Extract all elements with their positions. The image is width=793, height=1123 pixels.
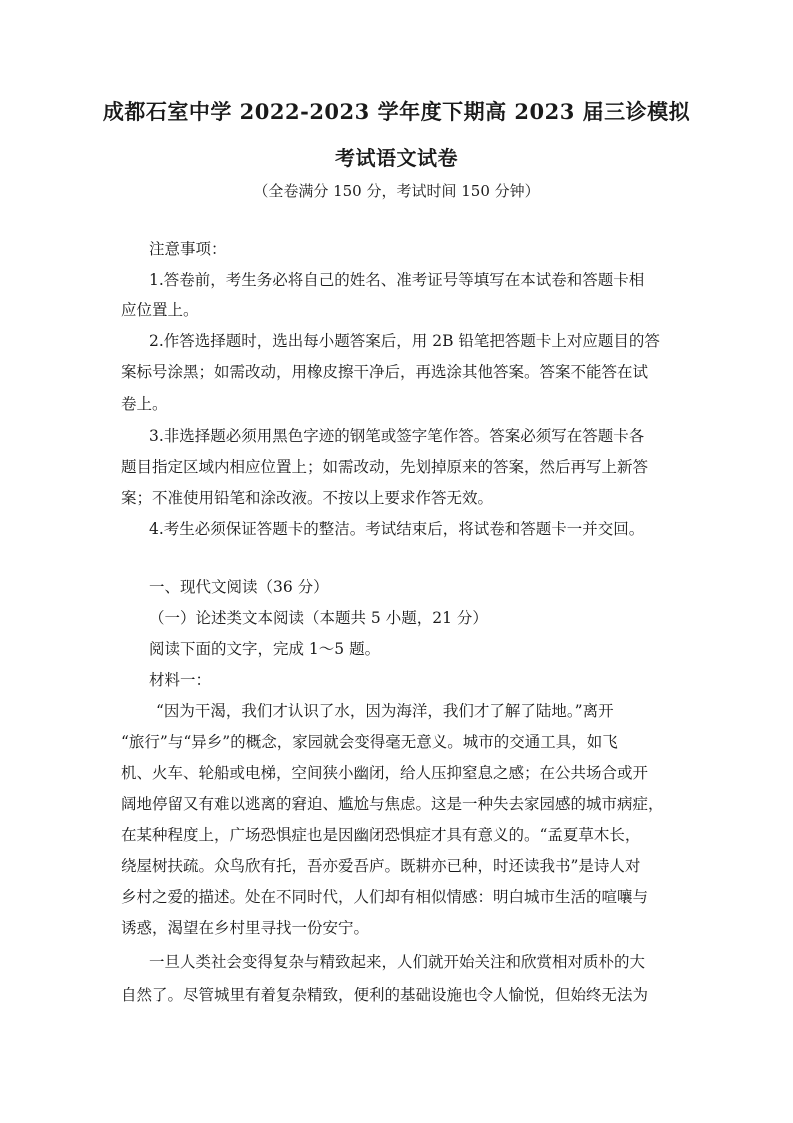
notice-line: 3.非选择题必须用黑色字迹的钢笔或签字笔作答。答案必须写在答题卡各 bbox=[149, 427, 645, 445]
exam-subtitle: （全卷满分 150 分，考试时间 150 分钟） bbox=[253, 182, 540, 200]
paragraph-line: “旅行”与“异乡”的概念，家园就会变得毫无意义。城市的交通工具，如飞 bbox=[121, 733, 618, 751]
paragraph-line: 绕屋树扶疏。众鸟欣有托，吾亦爱吾庐。既耕亦已种，时还读我书”是诗人对 bbox=[121, 857, 641, 875]
notice-line: 案；不准使用铅笔和涂改液。不按以上要求作答无效。 bbox=[121, 489, 494, 507]
notice-line: 卷上。 bbox=[121, 395, 168, 413]
notice-line: 案标号涂黑；如需改动，用橡皮擦干净后，再选涂其他答案。答案不能答在试 bbox=[121, 363, 649, 381]
paragraph-line: 机、火车、轮船或电梯，空间狭小幽闭，给人压抑窒息之感；在公共场合或开 bbox=[121, 764, 649, 782]
notice-line: 应位置上。 bbox=[121, 301, 199, 319]
notice-line: 2.作答选择题时，选出每小题答案后，用 2B 铅笔把答题卡上对应题目的答 bbox=[149, 332, 660, 350]
paragraph-line: 自然了。尽管城里有着复杂精致，便利的基础设施也令人愉悦，但始终无法为 bbox=[121, 986, 649, 1004]
paragraph-line: 诱惑，渴望在乡村里寻找一份安宁。 bbox=[121, 919, 370, 937]
notice-heading: 注意事项： bbox=[149, 240, 227, 258]
paragraph-line: “因为干渴，我们才认识了水，因为海洋，我们才了解了陆地。”离开 bbox=[156, 702, 614, 720]
section-sub-heading: （一）论述类文本阅读（本题共 5 小题，21 分） bbox=[149, 609, 488, 627]
section-heading: 一、现代文阅读（36 分） bbox=[149, 578, 329, 596]
paragraph-line: 阔地停留又有难以逃离的窘迫、尴尬与焦虑。这是一种失去家园感的城市病症， bbox=[121, 795, 664, 813]
paragraph-line: 在某种程度上，广场恐惧症也是因幽闭恐惧症才具有意义的。“孟夏草木长， bbox=[121, 826, 641, 844]
exam-title-line1: 成都石室中学 2022-2023 学年度下期高 2023 届三诊模拟 bbox=[102, 99, 691, 124]
notice-line: 题目指定区域内相应位置上；如需改动，先划掉原来的答案，然后再写上新答 bbox=[121, 458, 649, 476]
notice-line: 1.答卷前，考生务必将自己的姓名、准考证号等填写在本试卷和答题卡相 bbox=[149, 271, 645, 289]
exam-title-line2: 考试语文试卷 bbox=[335, 146, 458, 170]
notice-line: 4.考生必须保证答题卡的整洁。考试结束后，将试卷和答题卡一并交回。 bbox=[149, 520, 645, 538]
paragraph-line: 乡村之爱的描述。处在不同时代，人们却有相似情感：明白城市生活的喧嚷与 bbox=[121, 888, 649, 906]
section-instruction: 阅读下面的文字，完成 1～5 题。 bbox=[149, 640, 381, 658]
material-label: 材料一： bbox=[149, 671, 212, 689]
paragraph-line: 一旦人类社会变得复杂与精致起来，人们就开始关注和欣赏相对质朴的大 bbox=[149, 953, 646, 971]
